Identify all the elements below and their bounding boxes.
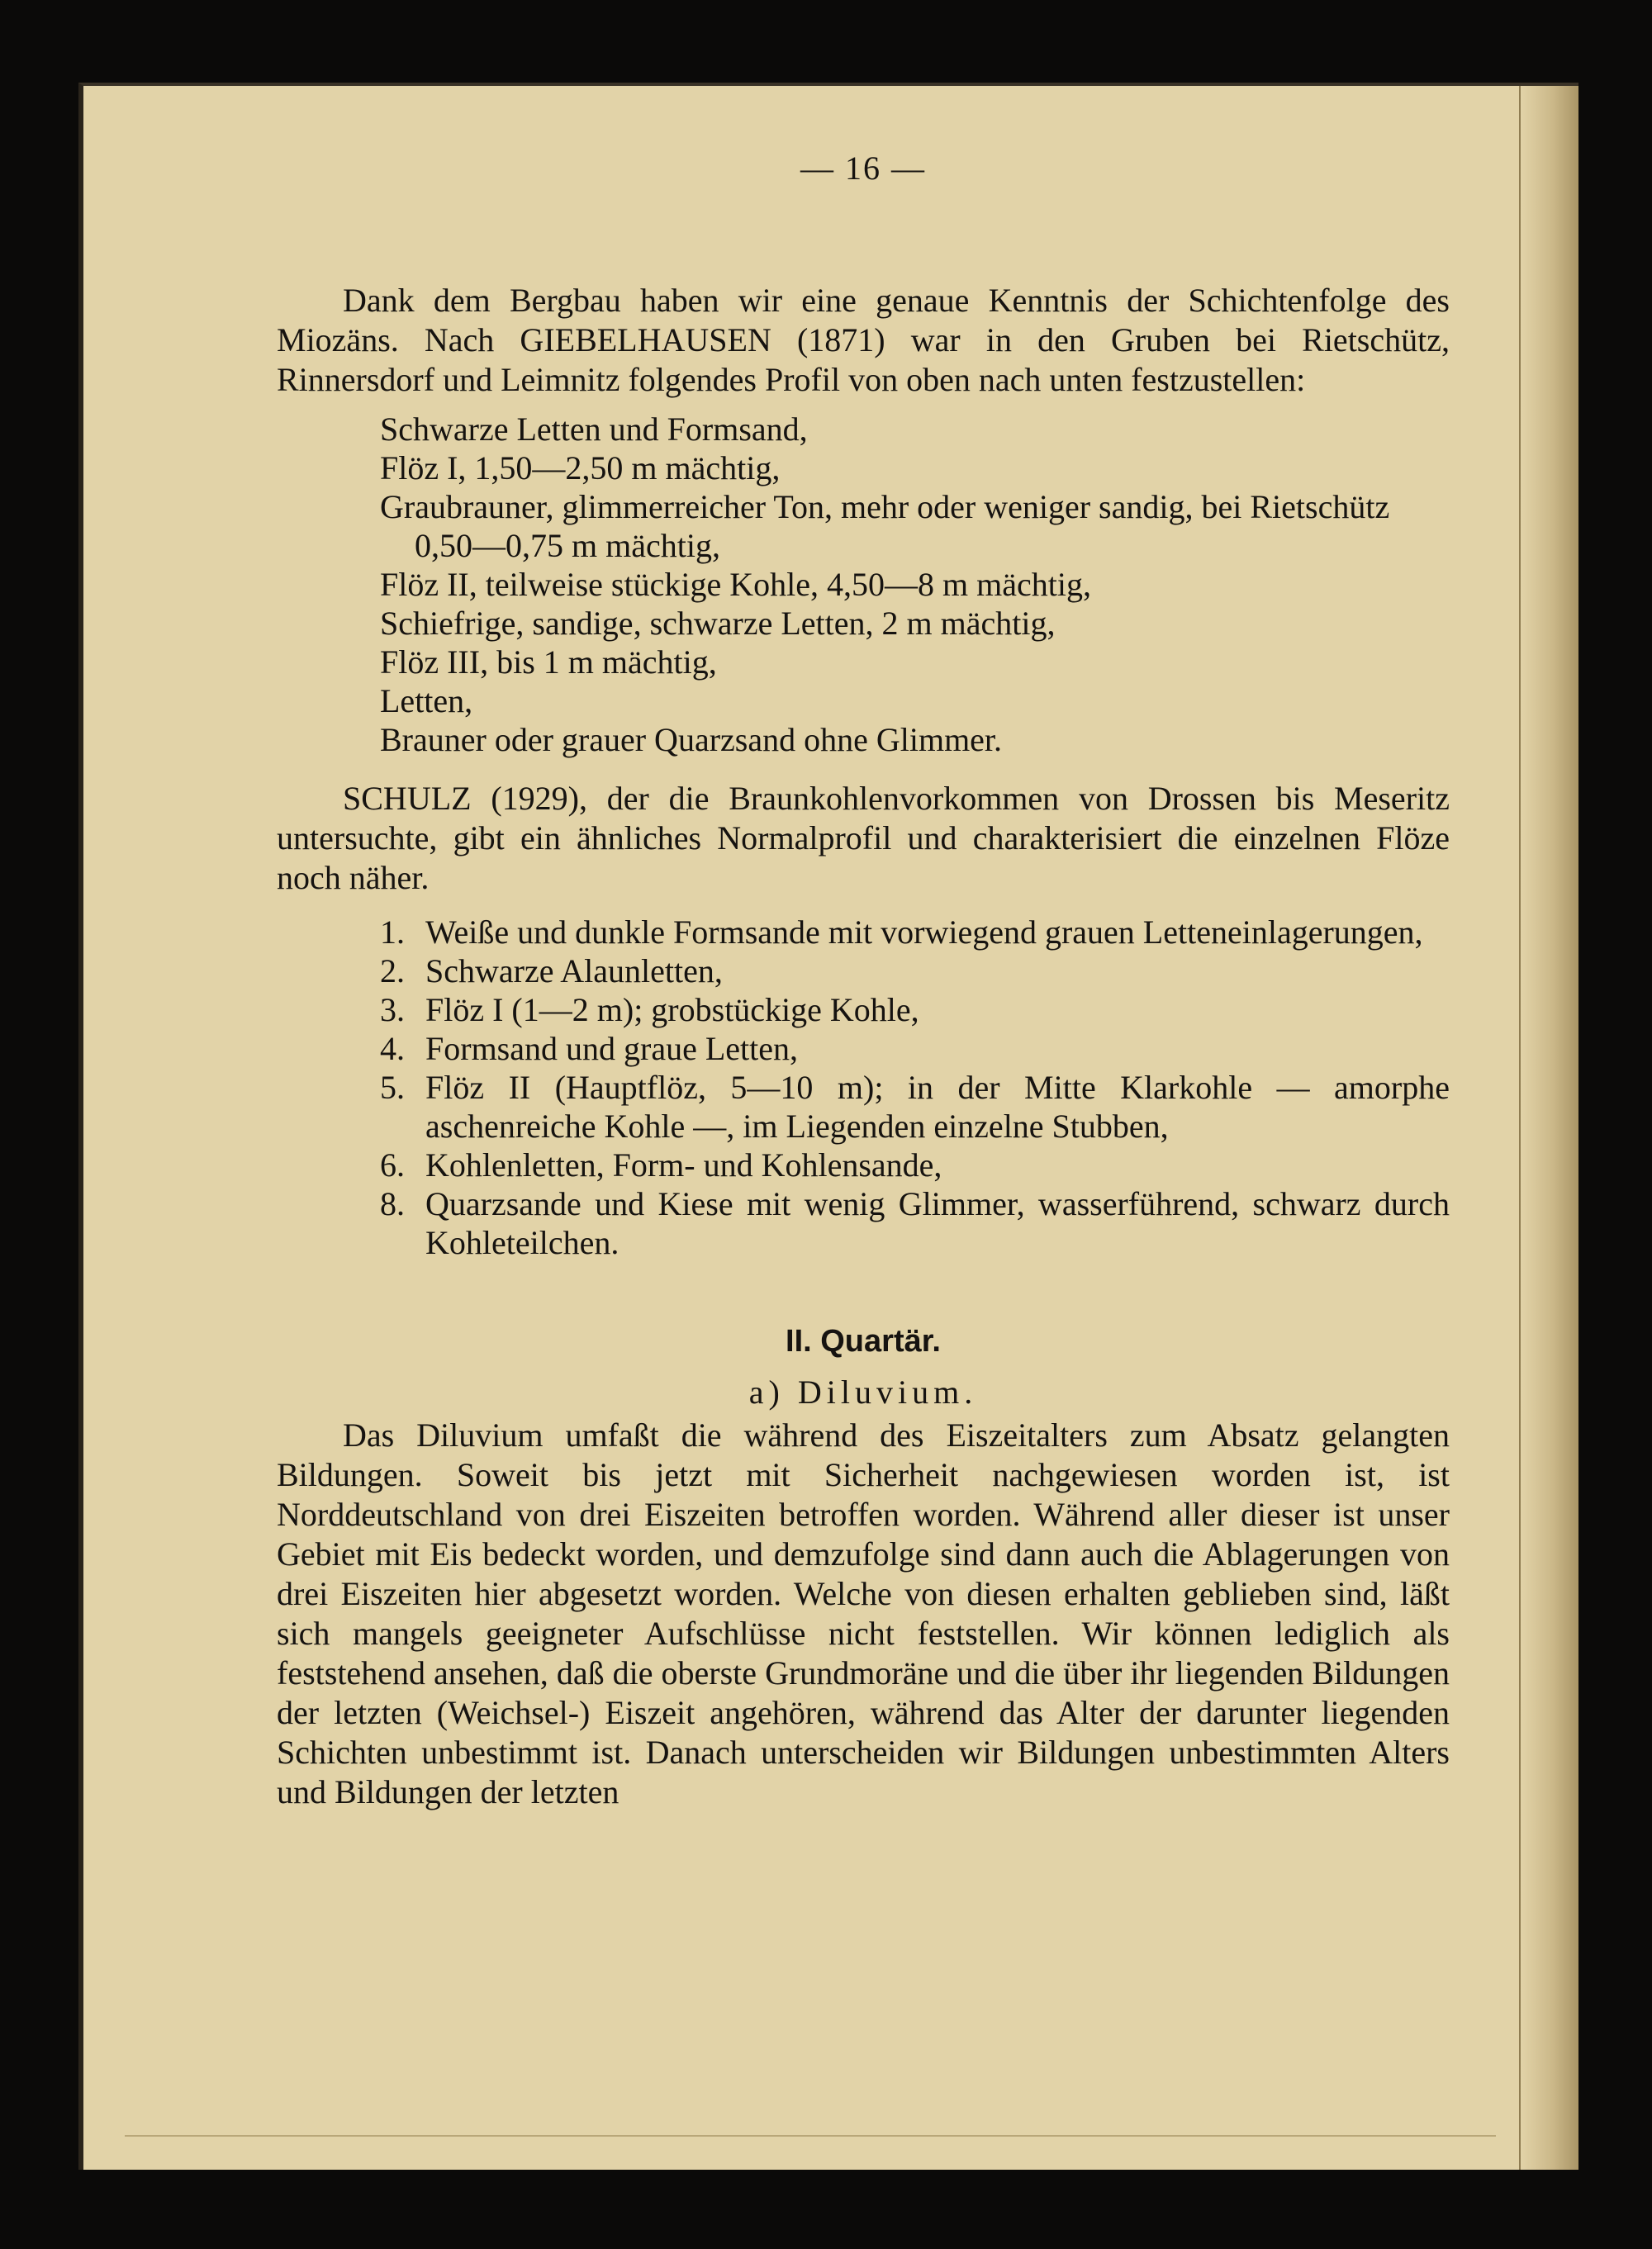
list-item-text: Schwarze Alaunletten, bbox=[425, 952, 723, 989]
list-item-text: Weiße und dunkle Formsande mit vorwiegend grauen Letteneinlagerungen, bbox=[425, 913, 1423, 951]
page-number: — 16 — bbox=[800, 149, 926, 187]
list-item-number: 6. bbox=[380, 1146, 405, 1184]
page-text-block bbox=[277, 149, 1450, 1822]
list-item bbox=[380, 913, 1450, 951]
section-heading: II. Quartär. bbox=[786, 1324, 941, 1359]
profile-line: Schwarze Letten und Formsand, bbox=[380, 410, 808, 448]
list-item-number: 5. bbox=[380, 1069, 405, 1106]
list-item bbox=[380, 1146, 1450, 1184]
list-item-text: Formsand und graue Letten, bbox=[425, 1030, 798, 1067]
subsection-heading: a) Diluvium. bbox=[748, 1374, 978, 1411]
list-item-number: 8. bbox=[380, 1185, 405, 1222]
diluvium-paragraph: Das Diluvium umfaßt die während des Eiszeitalters zum Absatz gelangten Bildungen. Soweit bis jetzt mit Sicherheit nachgewiesen worden ist, ist Norddeutschland von drei Eiszeiten betroffen worden. Während aller dieser ist unser Gebiet mit Eis bedeckt worden, und demzufolge sind dann auch die Ablagerungen von drei Eiszeiten hier abgesetzt worden. Welche von diesen erhalten geblieben sind, läßt sich mangels geeigneter Aufschlüsse nicht feststellen. Wir können lediglich als feststehend ansehen, daß die oberste Grundmoräne und die über ihr liegenden Bildungen der letzten (Weichsel-) Eiszeit angehören, während das Alter der darunter liegenden Schichten unbestimmt ist. Danach unterscheiden wir Bildungen unbestimmten Alters und Bildungen der letzten bbox=[277, 1416, 1450, 1810]
list-item-text: Kohlenletten, Form- und Kohlensande, bbox=[425, 1146, 942, 1184]
profile-line: Flöz II, teilweise stückige Kohle, 4,50—8 m mächtig, bbox=[380, 566, 1091, 603]
list-item-number: 3. bbox=[380, 991, 405, 1028]
list-item bbox=[380, 1184, 1450, 1262]
profile-line: Schiefrige, sandige, schwarze Letten, 2 m mächtig, bbox=[380, 605, 1056, 642]
list-item-text: Flöz I (1—2 m); grobstückige Kohle, bbox=[425, 991, 919, 1028]
list-item bbox=[380, 990, 1450, 1029]
list-item-number: 1. bbox=[380, 913, 405, 951]
list-item-text: Flöz II (Hauptflöz, 5—10 m); in der Mitte Klarkohle — amorphe aschenreiche Kohle —, im Liegenden einzelne Stubben, bbox=[425, 1069, 1450, 1145]
profile-line: Flöz III, bis 1 m mächtig, bbox=[380, 643, 717, 681]
list-item-number: 4. bbox=[380, 1030, 405, 1067]
profile-list bbox=[380, 410, 1450, 759]
intro-paragraph: Dank dem Bergbau haben wir eine genaue Kenntnis der Schichtenfolge des Miozäns. Nach GIEBELHAUSEN (1871) war in den Gruben bei Rietschütz, Rinnersdorf und Leimnitz folgendes Profil von oben nach unten festzustellen: bbox=[277, 282, 1450, 398]
profile-line: Letten, bbox=[380, 682, 473, 719]
numbered-list bbox=[277, 913, 1450, 1262]
profile-line: Brauner oder grauer Quarzsand ohne Glimmer. bbox=[380, 721, 1003, 758]
schulz-paragraph: SCHULZ (1929), der die Braunkohlenvorkommen von Drossen bis Meseritz untersuchte, gibt ein ähnliches Normalprofil und charakterisiert die einzelnen Flöze noch näher. bbox=[277, 780, 1450, 896]
profile-line: Graubrauner, glimmerreicher Ton, mehr oder weniger sandig, bei Rietschütz 0,50—0,75 m mächtig, bbox=[380, 488, 1390, 564]
profile-line: Flöz I, 1,50—2,50 m mächtig, bbox=[380, 449, 781, 486]
list-item-text: Quarzsande und Kiese mit wenig Glimmer, wasserführend, schwarz durch Kohleteilchen. bbox=[425, 1185, 1450, 1261]
list-item bbox=[380, 951, 1450, 990]
list-item-number: 2. bbox=[380, 952, 405, 989]
list-item bbox=[380, 1068, 1450, 1146]
list-item bbox=[380, 1029, 1450, 1068]
